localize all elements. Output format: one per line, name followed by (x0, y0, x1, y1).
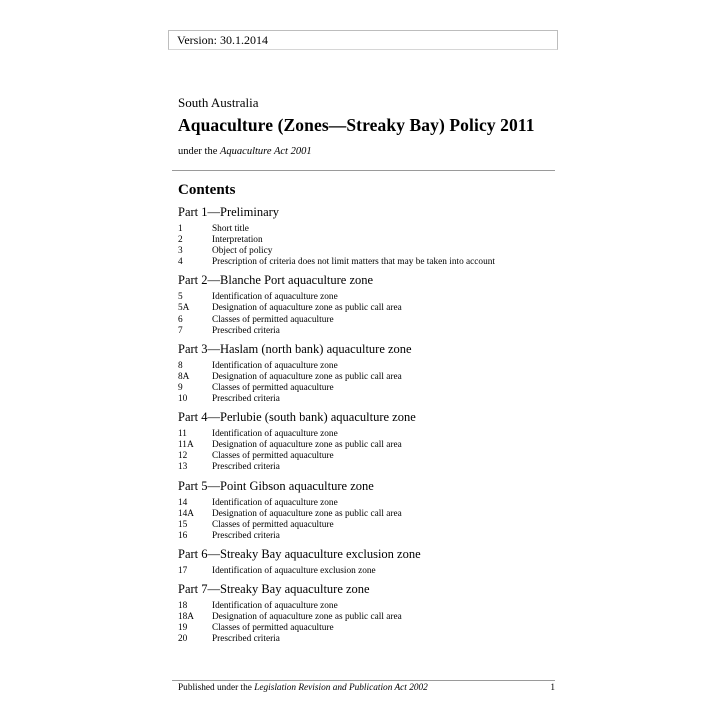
toc-entry-text: Designation of aquaculture zone as public call area (212, 612, 402, 623)
toc-entry[interactable] (178, 394, 558, 405)
toc-part (178, 546, 558, 577)
toc-entry-text: Designation of aquaculture zone as public call area (212, 303, 402, 314)
toc-entry-number: 17 (178, 565, 188, 576)
toc-entry[interactable] (178, 292, 558, 303)
toc-entry-text: Prescribed criteria (212, 530, 280, 541)
toc-entry-number: 11 (178, 429, 187, 440)
published-act-name: Legislation Revision and Publication Act 2002 (254, 683, 428, 693)
toc-entry-number: 11A (178, 440, 194, 451)
toc-entry[interactable] (178, 520, 558, 531)
page-number: 1 (550, 683, 555, 693)
toc-entry-number: 12 (178, 451, 188, 462)
toc-entry-text: Short title (212, 224, 249, 234)
toc-entry[interactable] (178, 257, 558, 268)
toc-part-title[interactable]: Part 3—Haslam (north bank) aquaculture zone (178, 341, 412, 356)
toc-entry[interactable] (178, 361, 558, 372)
toc-entry-text: Classes of permitted aquaculture (212, 314, 334, 325)
toc-entry[interactable] (178, 531, 558, 542)
toc-entry-number: 15 (178, 519, 188, 530)
toc-entry-text: Identification of aquaculture zone (212, 429, 338, 440)
toc-entry-text: Designation of aquaculture zone as public call area (212, 440, 402, 451)
toc-entry-text: Prescribed criteria (212, 462, 280, 473)
toc-entry[interactable] (178, 315, 558, 326)
toc-entry[interactable] (178, 224, 558, 235)
toc-entry[interactable] (178, 440, 558, 451)
toc-entry-number: 14 (178, 497, 188, 508)
toc-entry-text: Identification of aquaculture exclusion zone (212, 565, 376, 576)
toc-part-title[interactable]: Part 4—Perlubie (south bank) aquaculture zone (178, 410, 416, 425)
toc-entry[interactable] (178, 246, 558, 257)
toc-entry-number: 1 (178, 224, 183, 234)
jurisdiction-label: South Australia (178, 95, 259, 110)
enabling-act-prefix: under the (178, 146, 220, 157)
toc-part (178, 341, 558, 405)
page-footer (178, 683, 555, 693)
toc-entry[interactable] (178, 429, 558, 440)
toc-entry-number: 5 (178, 292, 183, 303)
toc-entry-number: 16 (178, 530, 188, 541)
toc-entry-text: Classes of permitted aquaculture (212, 623, 334, 634)
document-title: Aquaculture (Zones—Streaky Bay) Policy 2011 (178, 115, 535, 135)
toc-entry[interactable] (178, 634, 558, 645)
toc-part-title[interactable]: Part 2—Blanche Port aquaculture zone (178, 273, 374, 288)
footer-divider (172, 680, 555, 681)
toc-entry[interactable] (178, 326, 558, 337)
toc-entry[interactable] (178, 383, 558, 394)
toc-entry-text: Identification of aquaculture zone (212, 292, 338, 303)
toc-part (178, 478, 558, 542)
toc-entry-number: 8 (178, 360, 183, 371)
toc-entry-number: 7 (178, 325, 183, 336)
toc-part-title[interactable]: Part 5—Point Gibson aquaculture zone (178, 478, 374, 493)
toc-entry-text: Identification of aquaculture zone (212, 600, 338, 611)
toc-entry[interactable] (178, 623, 558, 634)
contents-heading: Contents (178, 182, 236, 198)
toc-entry-number: 5A (178, 303, 190, 314)
toc-part-title[interactable]: Part 1—Preliminary (178, 205, 280, 219)
toc-entry-text: Identification of aquaculture zone (212, 497, 338, 508)
toc-entry-number: 14A (178, 508, 195, 519)
toc-part-title[interactable]: Part 7—Streaky Bay aquaculture zone (178, 581, 370, 596)
toc-entry-number: 4 (178, 257, 183, 268)
toc-entry-number: 20 (178, 634, 188, 645)
toc-part-title[interactable]: Part 6—Streaky Bay aquaculture exclusion zone (178, 546, 421, 561)
toc-entry-number: 10 (178, 394, 188, 405)
toc-entry-text: Prescribed criteria (212, 634, 280, 645)
toc-entry[interactable] (178, 235, 558, 246)
toc-entry-number: 8A (178, 371, 190, 382)
toc-entry-number: 19 (178, 623, 188, 634)
published-prefix: Published under the (178, 683, 255, 693)
version-box (168, 30, 558, 50)
toc-entry-number: 9 (178, 382, 183, 393)
toc-entry-text: Designation of aquaculture zone as public call area (212, 508, 402, 519)
enabling-act-line (178, 146, 312, 157)
toc-entry-text: Identification of aquaculture zone (212, 360, 338, 371)
toc-entry-text: Classes of permitted aquaculture (212, 382, 334, 393)
toc-entry-number: 6 (178, 314, 183, 325)
toc-entry-text: Interpretation (212, 235, 263, 246)
toc-part (178, 581, 558, 645)
toc-entry[interactable] (178, 372, 558, 383)
enabling-act-name: Aquaculture Act 2001 (220, 146, 312, 157)
toc-entry-number: 18A (178, 612, 195, 623)
toc-entry-text: Object of policy (212, 246, 273, 257)
toc-entry[interactable] (178, 462, 558, 473)
toc-entry[interactable] (178, 303, 558, 314)
table-of-contents (178, 204, 558, 649)
toc-entry[interactable] (178, 509, 558, 520)
toc-part (178, 204, 558, 268)
toc-entry-number: 18 (178, 600, 188, 611)
toc-entry-text: Prescribed criteria (212, 394, 280, 405)
published-under-line (178, 683, 428, 693)
toc-entry-text: Classes of permitted aquaculture (212, 451, 334, 462)
toc-entry-text: Prescribed criteria (212, 325, 280, 336)
toc-entry-text: Prescription of criteria does not limit matters that may be taken into account (212, 257, 495, 268)
header-divider (172, 170, 555, 171)
toc-entry-text: Classes of permitted aquaculture (212, 519, 334, 530)
toc-entry-text: Designation of aquaculture zone as public call area (212, 371, 402, 382)
toc-entry[interactable] (178, 498, 558, 509)
toc-entry-number: 13 (178, 462, 188, 473)
toc-part (178, 272, 558, 336)
toc-entry[interactable] (178, 612, 558, 623)
toc-part (178, 409, 558, 473)
version-label: Version: 30.1.2014 (177, 33, 268, 47)
toc-entry[interactable] (178, 451, 558, 462)
toc-entry-number: 2 (178, 235, 183, 246)
toc-entry[interactable] (178, 566, 558, 577)
toc-entry-number: 3 (178, 246, 183, 257)
toc-entry[interactable] (178, 601, 558, 612)
